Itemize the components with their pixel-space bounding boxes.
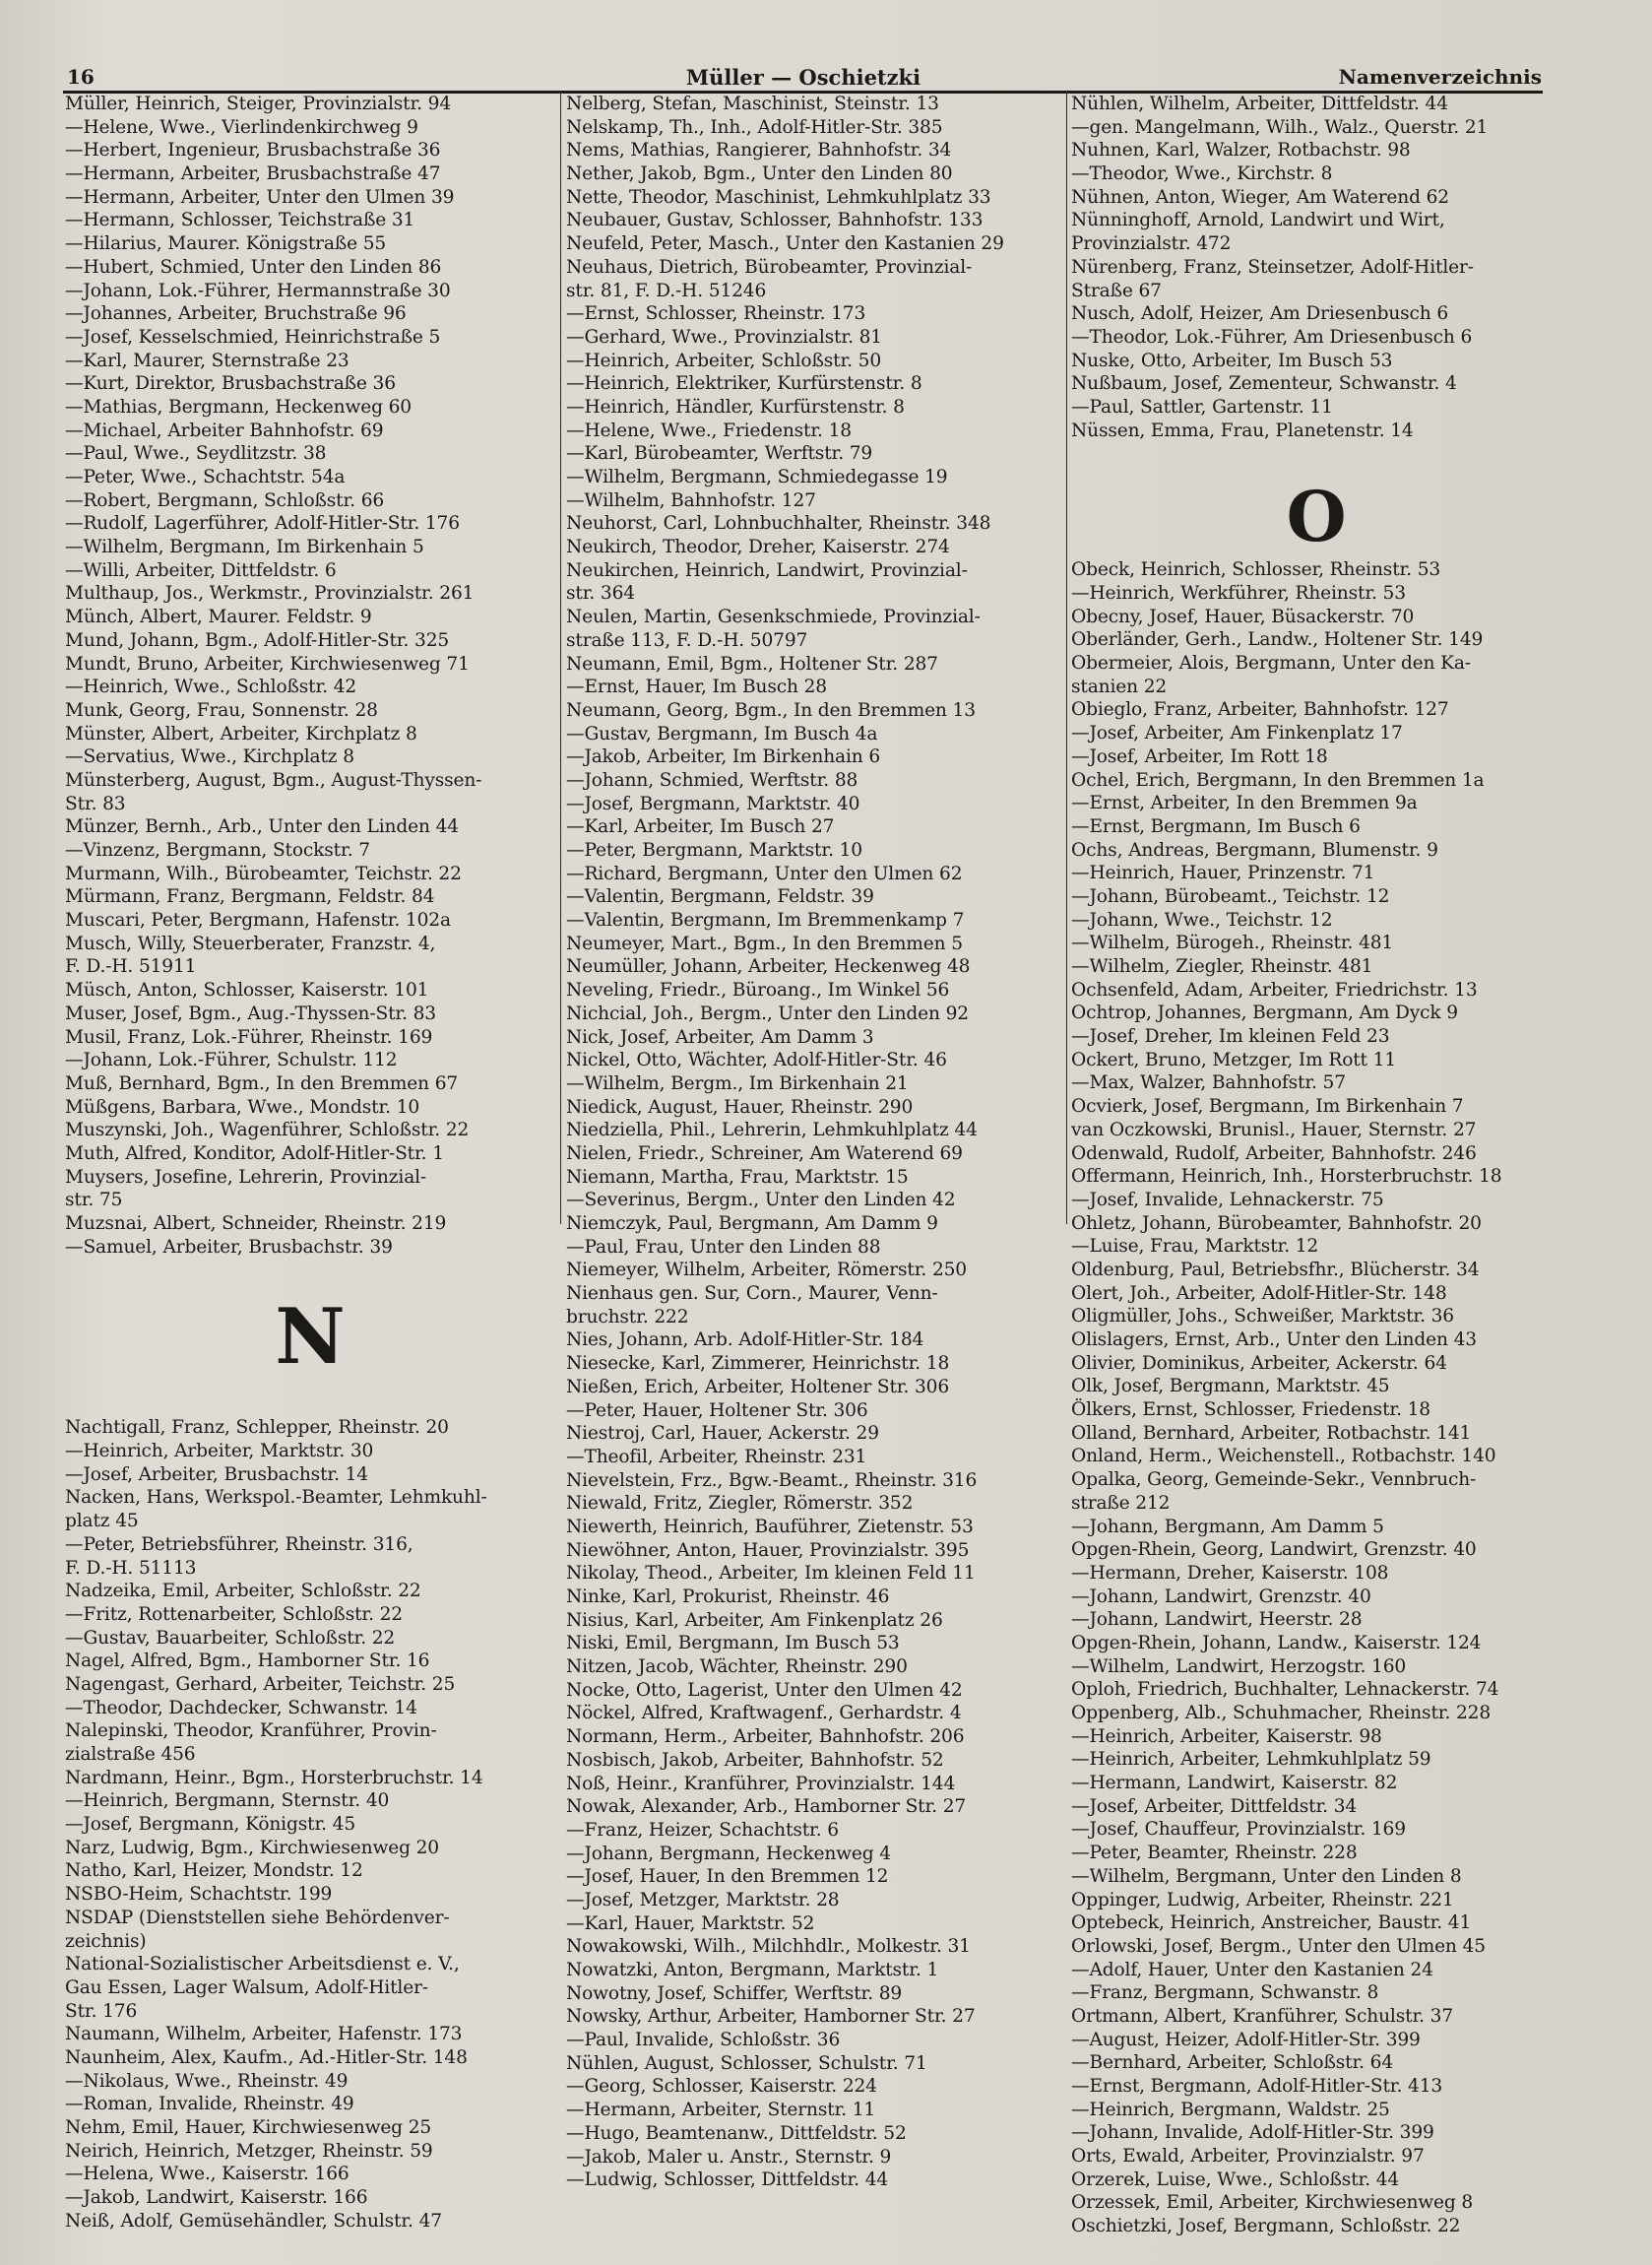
directory-column-1 (65, 65, 555, 2233)
directory-entry: Niesecke, Karl, Zimmerer, Heinrichstr. 18 (566, 1353, 950, 1375)
directory-entry: Mund, Johann, Bgm., Adolf-Hitler-Str. 325 (65, 629, 450, 651)
directory-entry: —Heinrich, Bergmann, Waldstr. 25 (1071, 2099, 1390, 2120)
directory-entry: Nuske, Otto, Arbeiter, Im Busch 53 (1071, 350, 1393, 371)
directory-entry: Oberländer, Gerh., Landw., Holtener Str. 149 (1071, 629, 1484, 651)
directory-entry: Nadzeika, Emil, Arbeiter, Schloßstr. 22 (65, 1581, 421, 1602)
directory-entry: —Johann, Invalide, Adolf-Hitler-Str. 399 (1071, 2122, 1434, 2144)
directory-entry: —Peter, Hauer, Holtener Str. 306 (566, 1399, 868, 1421)
directory-entry: —Johann, Landwirt, Grenzstr. 40 (1071, 1586, 1371, 1607)
directory-entry: Nelberg, Stefan, Maschinist, Steinstr. 13 (566, 94, 939, 114)
directory-entry: Muth, Alfred, Konditor, Adolf-Hitler-Str. 1 (65, 1142, 444, 1164)
directory-entry: bruchstr. 222 (566, 1306, 689, 1327)
directory-entry: Opgen-Rhein, Johann, Landw., Kaiserstr. 124 (1071, 1632, 1482, 1653)
directory-entry: Nichcial, Joh., Bergm., Unter den Linden 92 (566, 1003, 969, 1024)
directory-entry: Ockert, Bruno, Metzger, Im Rott 11 (1071, 1049, 1397, 1070)
directory-entry: —Heinrich, Arbeiter, Kaiserstr. 98 (1071, 1725, 1382, 1747)
directory-entry: Neuhorst, Carl, Lohnbuchhalter, Rheinstr. 348 (566, 513, 991, 535)
directory-entry: Naumann, Wilhelm, Arbeiter, Hafenstr. 173 (65, 2024, 463, 2045)
directory-entry: Ocvierk, Josef, Bergmann, Im Birkenhain 7 (1071, 1096, 1464, 1118)
directory-entry: —Johann, Bergmann, Am Damm 5 (1071, 1516, 1384, 1537)
directory-entry: Normann, Herm., Arbeiter, Bahnhofstr. 206 (566, 1726, 965, 1748)
directory-entry: —Josef, Bergmann, Königstr. 45 (65, 1814, 356, 1836)
directory-entry: Ochsenfeld, Adam, Arbeiter, Friedrichstr. 13 (1071, 979, 1478, 1001)
directory-entry: Niewöhner, Anton, Hauer, Provinzialstr. 395 (566, 1539, 970, 1561)
directory-entry: National-Sozialistischer Arbeitsdienst e. V., (65, 1954, 460, 1975)
directory-entry: Neukirch, Theodor, Dreher, Kaiserstr. 274 (566, 537, 950, 558)
directory-entry: Nagel, Alfred, Bgm., Hamborner Str. 16 (65, 1650, 430, 1672)
directory-entry: —Michael, Arbeiter Bahnhofstr. 69 (65, 420, 384, 441)
directory-column-2 (566, 65, 1056, 2192)
directory-entry: Noß, Heinr., Kranführer, Provinzialstr. 144 (566, 1773, 956, 1794)
directory-entry: Nußbaum, Josef, Zementeur, Schwanstr. 4 (1071, 373, 1457, 395)
directory-entry: —Heinrich, Arbeiter, Lehmkuhlplatz 59 (1071, 1749, 1431, 1771)
directory-entry: —Heinrich, Händler, Kurfürstenstr. 8 (566, 396, 905, 418)
directory-entry: —Karl, Maurer, Sternstraße 23 (65, 350, 349, 371)
directory-entry: —Willi, Arbeiter, Dittfeldstr. 6 (65, 559, 337, 581)
directory-entry: Nowsky, Arthur, Arbeiter, Hamborner Str. 27 (566, 2006, 976, 2028)
directory-entry: Odenwald, Rudolf, Arbeiter, Bahnhofstr. 246 (1071, 1142, 1477, 1164)
directory-entry: —Peter, Bergmann, Marktstr. 10 (566, 840, 862, 861)
directory-entry: Nelskamp, Th., Inh., Adolf-Hitler-Str. 385 (566, 116, 943, 138)
directory-entry: Optebeck, Heinrich, Anstreicher, Baustr. 41 (1071, 1912, 1472, 1934)
directory-entry: Olert, Joh., Arbeiter, Adolf-Hitler-Str. 148 (1071, 1282, 1447, 1304)
directory-entry: Straße 67 (1071, 280, 1162, 301)
directory-entry: Onland, Herm., Weichenstell., Rotbachstr. 140 (1071, 1446, 1496, 1467)
directory-entry: —Wilhelm, Bergm., Im Birkenhain 21 (566, 1072, 909, 1094)
directory-entry: Musil, Franz, Lok.-Führer, Rheinstr. 169 (65, 1026, 433, 1048)
directory-entry: Nienhaus gen. Sur, Corn., Maurer, Venn- (566, 1283, 938, 1305)
directory-entry: platz 45 (65, 1511, 139, 1532)
directory-entry: —Franz, Bergmann, Schwanstr. 8 (1071, 1982, 1379, 2004)
directory-entry: zialstraße 456 (65, 1744, 196, 1765)
directory-entry: —Franz, Heizer, Schachtstr. 6 (566, 1819, 839, 1841)
directory-entry: —Hermann, Landwirt, Kaiserstr. 82 (1071, 1773, 1398, 1794)
directory-entry: Ohletz, Johann, Bürobeamter, Bahnhofstr. 20 (1071, 1212, 1482, 1234)
directory-entry: —Josef, Dreher, Im kleinen Feld 23 (1071, 1026, 1390, 1048)
directory-entry: Muser, Josef, Bgm., Aug.-Thyssen-Str. 83 (65, 1003, 436, 1024)
directory-entry: Naunheim, Alex, Kaufm., Ad.-Hitler-Str. 148 (65, 2046, 468, 2068)
directory-entry: Niewald, Fritz, Ziegler, Römerstr. 352 (566, 1493, 914, 1515)
page-section-title: Namenverzeichnis (1338, 65, 1542, 89)
directory-entry: Ochel, Erich, Bergmann, In den Bremmen 1a (1071, 769, 1485, 791)
directory-entry: Nöckel, Alfred, Kraftwagenf., Gerhardstr. 4 (566, 1703, 962, 1724)
directory-entry: Multhaup, Jos., Werkmstr., Provinzialstr. 261 (65, 583, 475, 605)
directory-entry: —Josef, Bergmann, Marktstr. 40 (566, 793, 860, 814)
directory-entry: Natho, Karl, Heizer, Mondstr. 12 (65, 1860, 363, 1882)
directory-entry: —Heinrich, Elektriker, Kurfürstenstr. 8 (566, 373, 922, 395)
directory-entry: —Peter, Beamter, Rheinstr. 228 (1071, 1843, 1358, 1864)
directory-entry: Narz, Ludwig, Bgm., Kirchwiesenweg 20 (65, 1837, 439, 1858)
directory-entry: —gen. Mangelmann, Wilh., Walz., Querstr. 21 (1071, 116, 1489, 138)
directory-entry: Nühlen, Wilhelm, Arbeiter, Dittfeldstr. 44 (1071, 94, 1448, 114)
directory-entry: Oschietzki, Josef, Bergmann, Schloßstr. 22 (1071, 2216, 1461, 2237)
directory-entry: Niemczyk, Paul, Bergmann, Am Damm 9 (566, 1213, 938, 1234)
directory-entry: —Helena, Wwe., Kaiserstr. 166 (65, 2164, 349, 2185)
directory-entry: —Richard, Bergmann, Unter den Ulmen 62 (566, 863, 963, 884)
directory-entry: Opalka, Georg, Gemeinde-Sekr., Vennbruch- (1071, 1469, 1477, 1491)
directory-entry: Ölkers, Ernst, Schlosser, Friedenstr. 18 (1071, 1399, 1430, 1421)
directory-entry: Olk, Josef, Bergmann, Marktstr. 45 (1071, 1376, 1390, 1397)
directory-entry: Str. 176 (65, 2000, 138, 2022)
directory-entry: —Hermann, Arbeiter, Brusbachstraße 47 (65, 163, 441, 185)
directory-entry: Offermann, Heinrich, Inh., Horsterbruchstr. 18 (1071, 1166, 1502, 1188)
directory-entry: Musch, Willy, Steuerberater, Franzstr. 4, (65, 933, 436, 954)
directory-entry: —Heinrich, Arbeiter, Schloßstr. 50 (566, 350, 882, 371)
directory-entry: Niski, Emil, Bergmann, Im Busch 53 (566, 1633, 900, 1654)
directory-entry: Oppinger, Ludwig, Arbeiter, Rheinstr. 221 (1071, 1889, 1454, 1910)
directory-entry: —Josef, Arbeiter, Dittfeldstr. 34 (1071, 1795, 1358, 1817)
directory-entry: —Johann, Bürobeamt., Teichstr. 12 (1071, 885, 1390, 907)
directory-entry: Müsch, Anton, Schlosser, Kaiserstr. 101 (65, 980, 429, 1002)
directory-entry: Nikolay, Theod., Arbeiter, Im kleinen Feld 11 (566, 1563, 976, 1585)
directory-entry: Nüssen, Emma, Frau, Planetenstr. 14 (1071, 420, 1414, 441)
directory-entry: Neufeld, Peter, Masch., Unter den Kastanien 29 (566, 233, 1004, 255)
directory-entry: Nowotny, Josef, Schiffer, Werftstr. 89 (566, 1982, 903, 2004)
column-top-spacer (65, 65, 555, 93)
directory-entry: Orzessek, Emil, Arbeiter, Kirchwiesenweg 8 (1071, 2192, 1474, 2214)
column-top-spacer (566, 65, 1056, 93)
directory-entry: —Josef, Arbeiter, Brusbachstr. 14 (65, 1463, 368, 1485)
directory-entry: —Max, Walzer, Bahnhofstr. 57 (1071, 1072, 1346, 1094)
directory-entry: Mundt, Bruno, Arbeiter, Kirchwiesenweg 71 (65, 653, 470, 675)
directory-entry: Nusch, Adolf, Heizer, Am Driesenbusch 6 (1071, 303, 1449, 325)
directory-entry: —Ludwig, Schlosser, Dittfeldstr. 44 (566, 2169, 889, 2191)
directory-entry: —Heinrich, Arbeiter, Marktstr. 30 (65, 1441, 374, 1462)
directory-entry: Nosbisch, Jakob, Arbeiter, Bahnhofstr. 52 (566, 1749, 944, 1771)
directory-entry: Müßgens, Barbara, Wwe., Mondstr. 10 (65, 1096, 420, 1118)
directory-entry: Opgen-Rhein, Georg, Landwirt, Grenzstr. 40 (1071, 1539, 1477, 1561)
directory-entry: —Nikolaus, Wwe., Rheinstr. 49 (65, 2070, 349, 2092)
directory-entry: —Valentin, Bergmann, Im Bremmenkamp 7 (566, 910, 965, 932)
directory-entry: Orlowski, Josef, Bergm., Unter den Ulmen 45 (1071, 1935, 1486, 1957)
directory-entry: —Paul, Wwe., Seydlitzstr. 38 (65, 443, 327, 465)
directory-entry: Nießen, Erich, Arbeiter, Holtener Str. 306 (566, 1376, 950, 1397)
directory-entry: Neumeyer, Mart., Bgm., In den Bremmen 5 (566, 933, 963, 954)
directory-entry: Niedziella, Phil., Lehrerin, Lehmkuhlplatz 44 (566, 1120, 978, 1141)
directory-entry: Neumüller, Johann, Arbeiter, Heckenweg 48 (566, 956, 971, 978)
directory-entry: —Fritz, Rottenarbeiter, Schloßstr. 22 (65, 1603, 403, 1625)
directory-entry: straße 212 (1071, 1492, 1171, 1514)
directory-entry: Niewerth, Heinrich, Bauführer, Zietenstr. 53 (566, 1516, 974, 1537)
directory-entry: Nems, Mathias, Rangierer, Bahnhofstr. 34 (566, 140, 952, 162)
directory-entry: —Hermann, Arbeiter, Unter den Ulmen 39 (65, 186, 455, 208)
directory-entry: —Heinrich, Bergmann, Sternstr. 40 (65, 1790, 390, 1812)
directory-entry: —Johann, Landwirt, Heerstr. 28 (1071, 1609, 1363, 1631)
directory-entry: —Karl, Bürobeamter, Werftstr. 79 (566, 443, 873, 465)
directory-entry: Nies, Johann, Arb. Adolf-Hitler-Str. 184 (566, 1329, 924, 1351)
directory-entry: —Gustav, Bergmann, Im Busch 4a (566, 723, 878, 744)
directory-entry: Nuhnen, Karl, Walzer, Rotbachstr. 98 (1071, 140, 1411, 162)
directory-entry: —Wilhelm, Ziegler, Rheinstr. 481 (1071, 956, 1373, 977)
directory-entry: —Heinrich, Wwe., Schloßstr. 42 (65, 677, 357, 698)
directory-entry: Nick, Josef, Arbeiter, Am Damm 3 (566, 1026, 874, 1048)
directory-entry: Nachtigall, Franz, Schlepper, Rheinstr. 20 (65, 1417, 449, 1439)
directory-entry: Murmann, Wilh., Bürobeamter, Teichstr. 22 (65, 863, 462, 884)
directory-entry: —Kurt, Direktor, Brusbachstraße 36 (65, 373, 396, 395)
directory-entry: Ortmann, Albert, Kranführer, Schulstr. 37 (1071, 2005, 1454, 2027)
directory-entry: Nette, Theodor, Maschinist, Lehmkuhlplatz 33 (566, 186, 991, 208)
directory-entry: —Hermann, Schlosser, Teichstraße 31 (65, 210, 415, 231)
directory-entry: —Jakob, Arbeiter, Im Birkenhain 6 (566, 746, 881, 768)
directory-entry: —Roman, Invalide, Rheinstr. 49 (65, 2094, 354, 2115)
directory-entry: Nühnen, Anton, Wieger, Am Waterend 62 (1071, 186, 1449, 208)
directory-entry: —Hugo, Beamtenanw., Dittfeldstr. 52 (566, 2122, 907, 2144)
directory-entry: Nünninghoff, Arnold, Landwirt und Wirt, (1071, 210, 1445, 231)
directory-entry: Nehm, Emil, Hauer, Kirchwiesenweg 25 (65, 2117, 432, 2138)
directory-entry: —Ernst, Bergmann, Im Busch 6 (1071, 815, 1361, 837)
directory-entry: —Ernst, Arbeiter, In den Bremmen 9a (1071, 793, 1418, 814)
directory-entry: —Theodor, Wwe., Kirchstr. 8 (1071, 163, 1333, 185)
section-letter: O (1286, 476, 1347, 558)
directory-entry: Munk, Georg, Frau, Sonnenstr. 28 (65, 699, 378, 721)
directory-entry: straße 113, F. D.-H. 50797 (566, 629, 808, 651)
directory-entry: Nisius, Karl, Arbeiter, Am Finkenplatz 26 (566, 1609, 943, 1631)
directory-entry: —Josef, Arbeiter, Am Finkenplatz 17 (1071, 723, 1403, 744)
page-number: 16 (67, 65, 95, 89)
directory-entry: —Helene, Wwe., Friedenstr. 18 (566, 420, 852, 441)
directory-entry: —Rudolf, Lagerführer, Adolf-Hitler-Str. 176 (65, 513, 460, 535)
directory-entry: Oppenberg, Alb., Schuhmacher, Rheinstr. 228 (1071, 1703, 1492, 1723)
directory-entry: —Hermann, Dreher, Kaiserstr. 108 (1071, 1562, 1389, 1584)
directory-entry: Nardmann, Heinr., Bgm., Horsterbruchstr. 14 (65, 1767, 483, 1788)
directory-entry: Nacken, Hans, Werkspol.-Beamter, Lehmkuhl- (65, 1487, 487, 1509)
directory-entry: Müller, Heinrich, Steiger, Provinzialstr. 94 (65, 94, 452, 114)
directory-entry: Münch, Albert, Maurer. Feldstr. 9 (65, 607, 372, 628)
directory-entry: —Heinrich, Werkführer, Rheinstr. 53 (1071, 583, 1406, 604)
directory-entry: —Ernst, Bergmann, Adolf-Hitler-Str. 413 (1071, 2076, 1443, 2097)
directory-entry: Orzerek, Luise, Wwe., Schloßstr. 44 (1071, 2168, 1400, 2190)
directory-entry: Nagengast, Gerhard, Arbeiter, Teichstr. 25 (65, 1673, 456, 1695)
directory-entry: —Josef, Metzger, Marktstr. 28 (566, 1889, 840, 1910)
directory-entry: Münster, Albert, Arbeiter, Kirchplatz 8 (65, 723, 417, 744)
directory-entry: Oploh, Friedrich, Buchhalter, Lehnackerstr. 74 (1071, 1679, 1499, 1701)
directory-entry: Obermeier, Alois, Bergmann, Unter den Ka- (1071, 653, 1471, 675)
directory-entry: —Wilhelm, Bergmann, Im Birkenhain 5 (65, 537, 424, 558)
directory-entry: F. D.-H. 51911 (65, 956, 197, 978)
directory-entry: —Hilarius, Maurer. Königstraße 55 (65, 233, 387, 255)
directory-entry: —Josef, Kesselschmied, Heinrichstraße 5 (65, 326, 441, 348)
directory-entry: Mürmann, Franz, Bergmann, Feldstr. 84 (65, 886, 435, 908)
directory-entry: Nühlen, August, Schlosser, Schulstr. 71 (566, 2052, 927, 2074)
directory-entry: —Peter, Betriebsführer, Rheinstr. 316, (65, 1533, 413, 1555)
directory-entry: zeichnis) (65, 1930, 147, 1952)
directory-entry: Nitzen, Jacob, Wächter, Rheinstr. 290 (566, 1656, 908, 1678)
directory-entry: —Paul, Frau, Unter den Linden 88 (566, 1236, 881, 1258)
directory-entry: Niestroj, Carl, Hauer, Ackerstr. 29 (566, 1423, 879, 1445)
directory-entry: —Johann, Wwe., Teichstr. 12 (1071, 909, 1333, 931)
directory-entry: —Gustav, Bauarbeiter, Schloßstr. 22 (65, 1627, 396, 1649)
directory-entry: F. D.-H. 51113 (65, 1557, 197, 1579)
directory-entry: —Ernst, Schlosser, Rheinstr. 173 (566, 303, 866, 325)
directory-entry: —Hermann, Arbeiter, Sternstr. 11 (566, 2100, 876, 2121)
directory-entry: Neuhaus, Dietrich, Bürobeamter, Provinzial- (566, 256, 973, 278)
directory-entry: Muß, Bernhard, Bgm., In den Bremmen 67 (65, 1072, 459, 1094)
directory-entry: Provinzialstr. 472 (1071, 233, 1232, 255)
directory-entry: Neveling, Friedr., Büroang., Im Winkel 56 (566, 980, 950, 1002)
directory-entry: —Paul, Sattler, Gartenstr. 11 (1071, 396, 1333, 418)
directory-entry: —Adolf, Hauer, Unter den Kastanien 24 (1071, 1959, 1433, 1980)
directory-entry: Olivier, Dominikus, Arbeiter, Ackerstr. 64 (1071, 1352, 1447, 1374)
directory-entry: —Paul, Invalide, Schloßstr. 36 (566, 2030, 841, 2051)
directory-entry: Niedick, August, Hauer, Rheinstr. 290 (566, 1096, 914, 1118)
directory-entry: —August, Heizer, Adolf-Hitler-Str. 399 (1071, 2029, 1421, 2050)
directory-entry: —Herbert, Ingenieur, Brusbachstraße 36 (65, 140, 441, 162)
directory-entry: —Jakob, Landwirt, Kaiserstr. 166 (65, 2187, 368, 2209)
directory-entry: —Jakob, Maler u. Anstr., Sternstr. 9 (566, 2146, 892, 2168)
directory-entry: Olland, Bernhard, Arbeiter, Rotbachstr. 141 (1071, 1422, 1472, 1444)
column-top-spacer (1071, 65, 1561, 93)
directory-entry: —Hubert, Schmied, Unter den Linden 86 (65, 256, 442, 278)
directory-entry: —Ernst, Hauer, Im Busch 28 (566, 677, 827, 698)
section-letter: N (275, 1292, 346, 1383)
directory-entry: van Oczkowski, Brunisl., Hauer, Sternstr. 27 (1071, 1119, 1477, 1140)
directory-entry: —Georg, Schlosser, Kaiserstr. 224 (566, 2076, 877, 2098)
directory-entry: Obeck, Heinrich, Schlosser, Rheinstr. 53 (1071, 559, 1441, 581)
directory-entry: Nürenberg, Franz, Steinsetzer, Adolf-Hitler- (1071, 256, 1474, 278)
directory-entry: —Wilhelm, Bergmann, Unter den Linden 8 (1071, 1865, 1462, 1887)
directory-entry: Oligmüller, Johs., Schweißer, Marktstr. 36 (1071, 1306, 1454, 1327)
directory-entry: —Theodor, Dachdecker, Schwanstr. 14 (65, 1697, 417, 1718)
directory-entry: Niemann, Martha, Frau, Marktstr. 15 (566, 1166, 909, 1188)
directory-entry: —Heinrich, Hauer, Prinzenstr. 71 (1071, 863, 1375, 884)
directory-entry: Nalepinski, Theodor, Kranführer, Provin- (65, 1720, 437, 1742)
directory-entry: str. 75 (65, 1190, 123, 1211)
directory-entry: Neulen, Martin, Gesenkschmiede, Provinzial- (566, 607, 981, 628)
directory-entry: NSBO-Heim, Schachtstr. 199 (65, 1884, 333, 1906)
directory-entry: —Johann, Lok.-Führer, Schulstr. 112 (65, 1050, 398, 1071)
directory-entry: —Vinzenz, Bergmann, Stockstr. 7 (65, 840, 370, 861)
directory-entry: —Wilhelm, Bergmann, Schmiedegasse 19 (566, 467, 948, 487)
directory-entry: —Johann, Lok.-Führer, Hermannstraße 30 (65, 280, 451, 301)
directory-entry: —Josef, Chauffeur, Provinzialstr. 169 (1071, 1819, 1406, 1841)
directory-entry: NSDAP (Dienststellen siehe Behördenver- (65, 1907, 450, 1928)
directory-entry: Ochs, Andreas, Bergmann, Blumenstr. 9 (1071, 839, 1438, 861)
directory-entry: Nowak, Alexander, Arb., Hamborner Str. 27 (566, 1796, 967, 1818)
directory-entry: —Theodor, Lok.-Führer, Am Driesenbusch 6 (1071, 326, 1473, 348)
directory-entry: —Johann, Bergmann, Heckenweg 4 (566, 1843, 891, 1864)
directory-entry: Nickel, Otto, Wächter, Adolf-Hitler-Str. 46 (566, 1050, 947, 1071)
directory-entry: Obecny, Josef, Hauer, Büsackerstr. 70 (1071, 606, 1415, 627)
directory-entry: —Severinus, Bergm., Unter den Linden 42 (566, 1190, 956, 1211)
directory-entry: —Karl, Arbeiter, Im Busch 27 (566, 816, 835, 838)
directory-entry: Muscari, Peter, Bergmann, Hafenstr. 102a (65, 910, 451, 932)
directory-entry: Ochtrop, Johannes, Bergmann, Am Dyck 9 (1071, 1003, 1458, 1024)
directory-entry: —Wilhelm, Landwirt, Herzogstr. 160 (1071, 1655, 1407, 1677)
directory-entry: Nowatzki, Anton, Bergmann, Marktstr. 1 (566, 1960, 939, 1980)
directory-entry: Muzsnai, Albert, Schneider, Rheinstr. 219 (65, 1213, 447, 1234)
directory-entry: Nether, Jakob, Bgm., Unter den Linden 80 (566, 163, 953, 185)
column-divider (560, 92, 561, 1224)
directory-entry: —Servatius, Wwe., Kirchplatz 8 (65, 746, 354, 768)
directory-entry: Gau Essen, Lager Walsum, Adolf-Hitler- (65, 1976, 428, 1998)
directory-entry: Neumann, Georg, Bgm., In den Bremmen 13 (566, 699, 976, 721)
directory-entry: —Karl, Hauer, Marktstr. 52 (566, 1912, 815, 1934)
directory-entry: Münsterberg, August, Bgm., August-Thyssen- (65, 769, 482, 791)
directory-entry: Orts, Ewald, Arbeiter, Provinzialstr. 97 (1071, 2146, 1425, 2168)
directory-entry: —Luise, Frau, Marktstr. 12 (1071, 1236, 1319, 1258)
directory-entry: —Josef, Arbeiter, Im Rott 18 (1071, 745, 1328, 767)
page-center-title: Müller — Oschietzki (685, 65, 921, 90)
directory-entry: Neumann, Emil, Bgm., Holtener Str. 287 (566, 653, 938, 675)
directory-entry: Nielen, Friedr., Schreiner, Am Waterend 69 (566, 1142, 963, 1164)
directory-entry: —Wilhelm, Bahnhofstr. 127 (566, 489, 816, 511)
directory-entry: —Theofil, Arbeiter, Rheinstr. 231 (566, 1446, 867, 1467)
directory-entry: —Johannes, Arbeiter, Bruchstraße 96 (65, 303, 407, 325)
directory-entry: Muszynski, Joh., Wagenführer, Schloßstr. 22 (65, 1120, 470, 1141)
directory-entry: —Mathias, Bergmann, Heckenweg 60 (65, 396, 412, 418)
directory-entry: —Samuel, Arbeiter, Brusbachstr. 39 (65, 1236, 393, 1258)
directory-entry: Str. 83 (65, 793, 126, 814)
directory-entry: —Bernhard, Arbeiter, Schloßstr. 64 (1071, 2052, 1394, 2074)
directory-entry: —Helene, Wwe., Vierlindenkirchweg 9 (65, 116, 418, 138)
directory-entry: str. 364 (566, 583, 635, 605)
directory-entry: Ninke, Karl, Prokurist, Rheinstr. 46 (566, 1586, 890, 1607)
column-divider (1066, 92, 1067, 1224)
directory-entry: Nowakowski, Wilh., Milchhdlr., Molkestr. 31 (566, 1936, 971, 1958)
directory-column-3 (1071, 65, 1561, 2238)
directory-entry: Nievelstein, Frz., Bgw.-Beamt., Rheinstr. 316 (566, 1469, 978, 1491)
directory-entry: —Josef, Hauer, In den Bremmen 12 (566, 1866, 889, 1888)
directory-entry: Neiß, Adolf, Gemüsehändler, Schulstr. 47 (65, 2210, 442, 2232)
directory-entry: —Johann, Schmied, Werftstr. 88 (566, 769, 858, 791)
directory-entry: stanien 22 (1071, 676, 1168, 697)
directory-entry: str. 81, F. D.-H. 51246 (566, 280, 767, 301)
directory-entry: —Gerhard, Wwe., Provinzialstr. 81 (566, 326, 882, 348)
directory-entry: Muysers, Josefine, Lehrerin, Provinzial- (65, 1166, 427, 1188)
directory-entry: Obieglo, Franz, Arbeiter, Bahnhofstr. 127 (1071, 699, 1449, 721)
directory-entry: Neubauer, Gustav, Schlosser, Bahnhofstr. 133 (566, 210, 984, 231)
directory-entry: —Wilhelm, Bürogeh., Rheinstr. 481 (1071, 933, 1394, 954)
directory-entry: —Peter, Wwe., Schachtstr. 54a (65, 467, 346, 487)
directory-entry: Niemeyer, Wilhelm, Arbeiter, Römerstr. 250 (566, 1260, 967, 1281)
directory-entry: Münzer, Bernh., Arb., Unter den Linden 44 (65, 816, 459, 838)
directory-entry: Oldenburg, Paul, Betriebsfhr., Blücherstr. 34 (1071, 1259, 1480, 1280)
directory-entry: Neirich, Heinrich, Metzger, Rheinstr. 59 (65, 2140, 433, 2162)
directory-entry: Olislagers, Ernst, Arb., Unter den Linden 43 (1071, 1329, 1477, 1350)
directory-entry: Neukirchen, Heinrich, Landwirt, Provinzial- (566, 559, 968, 581)
directory-entry: —Valentin, Bergmann, Feldstr. 39 (566, 886, 874, 908)
directory-entry: Nocke, Otto, Lagerist, Unter den Ulmen 42 (566, 1679, 963, 1701)
directory-entry: —Josef, Invalide, Lehnackerstr. 75 (1071, 1189, 1384, 1210)
directory-entry: —Robert, Bergmann, Schloßstr. 66 (65, 489, 385, 511)
